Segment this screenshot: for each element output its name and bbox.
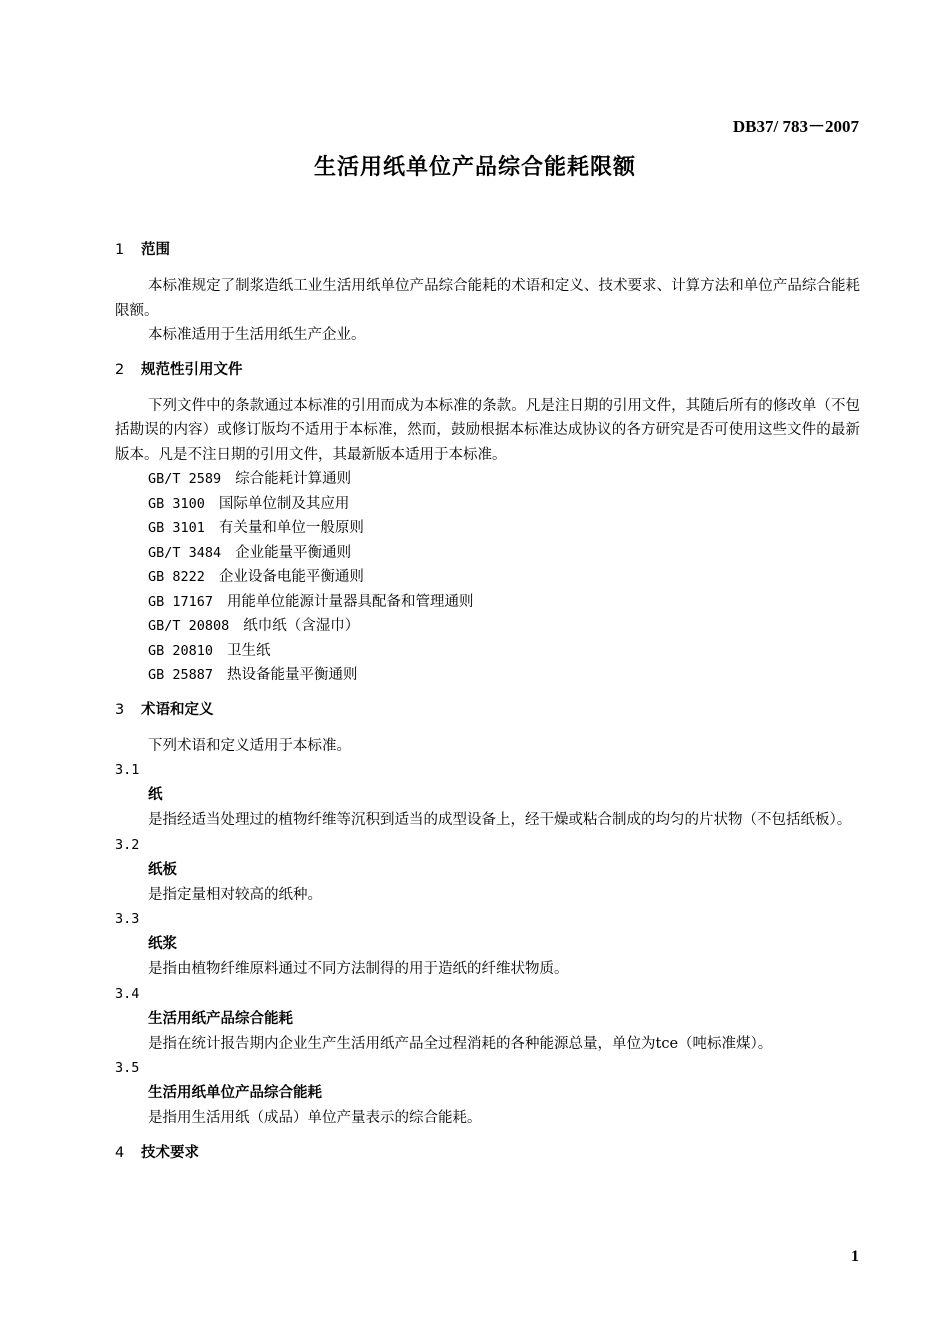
paragraph: 本标准规定了制浆造纸工业生活用纸单位产品综合能耗的术语和定义、技术要求、计算方法和单位产品综合能耗限额。 (115, 278, 860, 319)
section-title: 术语和定义 (141, 701, 214, 718)
list-item (115, 614, 860, 639)
document-body (115, 240, 860, 1177)
term-name: 生活用纸单位产品综合能耗 (148, 1085, 322, 1101)
paragraph: 本标准适用于生活用纸生产企业。 (148, 327, 366, 343)
section-title: 规范性引用文件 (141, 361, 243, 378)
list-item (115, 516, 860, 541)
reference-name: 卫生纸 (227, 642, 271, 659)
reference-code: GB 25887 (148, 667, 214, 683)
reference-code: GB 8222 (148, 569, 205, 585)
list-item (115, 565, 860, 590)
section-number: 3 (115, 701, 125, 718)
term-definition: 是指经适当处理过的植物纤维等沉积到适当的成型设备上，经干燥或粘合制成的均匀的片状物（不包括纸板）。 (148, 812, 852, 828)
term-entry (115, 1056, 860, 1131)
reference-code: GB 20810 (148, 642, 214, 659)
list-item (115, 541, 860, 566)
reference-code: GB/T 2589 (148, 471, 222, 487)
reference-name: 企业设备电能平衡通则 (218, 569, 364, 585)
section-normative-references (115, 360, 860, 688)
term-entry (115, 907, 860, 982)
section-heading (115, 360, 860, 380)
section-terms-definitions (115, 700, 860, 1131)
term-number: 3.4 (115, 985, 140, 1002)
section-scope (115, 240, 860, 348)
list-item (115, 663, 860, 688)
section-heading (115, 1143, 860, 1163)
reference-name: 热设备能量平衡通则 (227, 667, 358, 683)
term-entry (115, 833, 860, 908)
section-number: 1 (115, 242, 125, 258)
term-number: 3.1 (115, 762, 140, 778)
term-definition: 是指在统计报告期内企业生产生活用纸产品全过程消耗的各种能源总量，单位为tce（吨标准煤）。 (148, 1035, 773, 1052)
reference-name: 用能单位能源计量器具配备和管理通则 (227, 593, 474, 610)
standard-code: DB37/ 783－2007 (732, 117, 859, 136)
term-name: 纸 (148, 787, 163, 803)
term-number: 3.3 (115, 911, 140, 927)
term-definition: 是指定量相对较高的纸种。 (148, 886, 322, 903)
reference-code: GB 3101 (148, 520, 205, 536)
section-heading (115, 240, 860, 260)
list-item (115, 492, 860, 517)
section-technical-requirements (115, 1143, 860, 1163)
reference-code: GB/T 3484 (148, 544, 222, 561)
term-name: 生活用纸产品综合能耗 (148, 1010, 293, 1027)
section-number: 4 (115, 1144, 125, 1161)
reference-code: GB 17167 (148, 593, 214, 610)
paragraph: 下列文件中的条款通过本标准的引用而成为本标准的条款。凡是注日期的引用文件，其随后所有的修改单（不包括勘误的内容）或修订版均不适用于本标准，然而，鼓励根据本标准达成协议的各方研究是否可使用这些文件的最新版本。凡是不注日期的引用文件，其最新版本适用于本标准。 (115, 397, 860, 463)
reference-name: 企业能量平衡通则 (235, 544, 352, 561)
list-item (115, 639, 860, 664)
section-number: 2 (115, 361, 125, 378)
section-title: 技术要求 (141, 1144, 199, 1161)
term-definition: 是指由植物纤维原料通过不同方法制得的用于造纸的纤维状物质。 (148, 961, 569, 977)
list-item (115, 590, 860, 615)
paragraph: 下列术语和定义适用于本标准。 (148, 737, 351, 754)
reference-code: GB 3100 (148, 495, 205, 512)
document-title: 生活用纸单位产品综合能耗限额 (313, 155, 636, 180)
term-entry (115, 982, 860, 1057)
term-definition: 是指用生活用纸（成品）单位产量表示的综合能耗。 (148, 1110, 482, 1126)
reference-name: 有关量和单位一般原则 (218, 520, 364, 536)
reference-name: 国际单位制及其应用 (218, 495, 350, 512)
page-number: 1 (851, 1248, 859, 1265)
section-heading (115, 700, 860, 720)
section-title: 范围 (141, 242, 170, 258)
term-name: 纸板 (148, 861, 177, 878)
reference-list (115, 467, 860, 688)
reference-name: 综合能耗计算通则 (235, 471, 352, 487)
term-number: 3.2 (115, 836, 140, 853)
term-entry (115, 758, 860, 833)
list-item (115, 467, 860, 492)
term-name: 纸浆 (148, 936, 177, 952)
reference-code: GB/T 20808 (148, 618, 230, 634)
term-number: 3.5 (115, 1060, 140, 1076)
reference-name: 纸巾纸（含湿巾） (243, 618, 360, 634)
